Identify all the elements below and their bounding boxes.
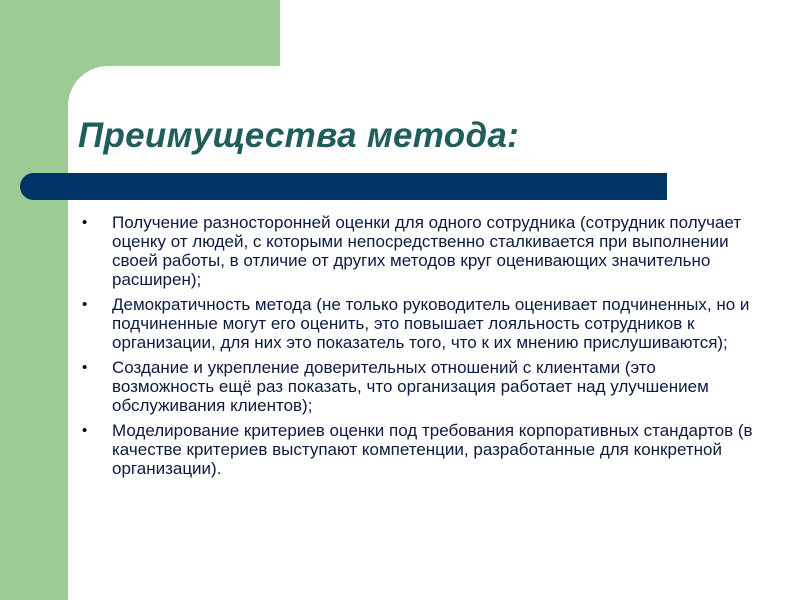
title-underline-bar [20, 173, 667, 200]
bullet-icon: • [82, 422, 88, 439]
bullet-text: Моделирование критериев оценки под требования корпоративных стандартов (в качестве критериев выступают компетенции, разработанные для конкретной организации). [112, 421, 753, 478]
list-item [78, 213, 758, 289]
list-item [78, 421, 758, 478]
bullet-text: Получение разносторонней оценки для одного сотрудника (сотрудник получает оценку от людей, с которыми непосредственно сталкивается при выполнении своей работы, в отличие от других методов круг оценивающих значительно расширен); [112, 213, 742, 289]
list-item [78, 358, 758, 415]
bullet-text: Создание и укрепление доверительных отношений с клиентами (это возможность ещё раз показать, что организация работает над улучшением обслуживания клиентов); [112, 358, 709, 415]
slide-title: Преимущества метода: [78, 116, 520, 155]
bullet-text: Демократичность метода (не только руководитель оценивает подчиненных, но и подчиненные могут его оценить, это повышает лояльность сотрудников к организации, для них это показатель того, что к их мнению прислушиваются); [112, 295, 750, 352]
bullet-icon: • [82, 214, 88, 231]
bullet-list [78, 213, 758, 484]
green-side-strip [0, 0, 68, 600]
bullet-icon: • [82, 359, 88, 376]
list-item [78, 295, 758, 352]
bullet-icon: • [82, 296, 88, 313]
